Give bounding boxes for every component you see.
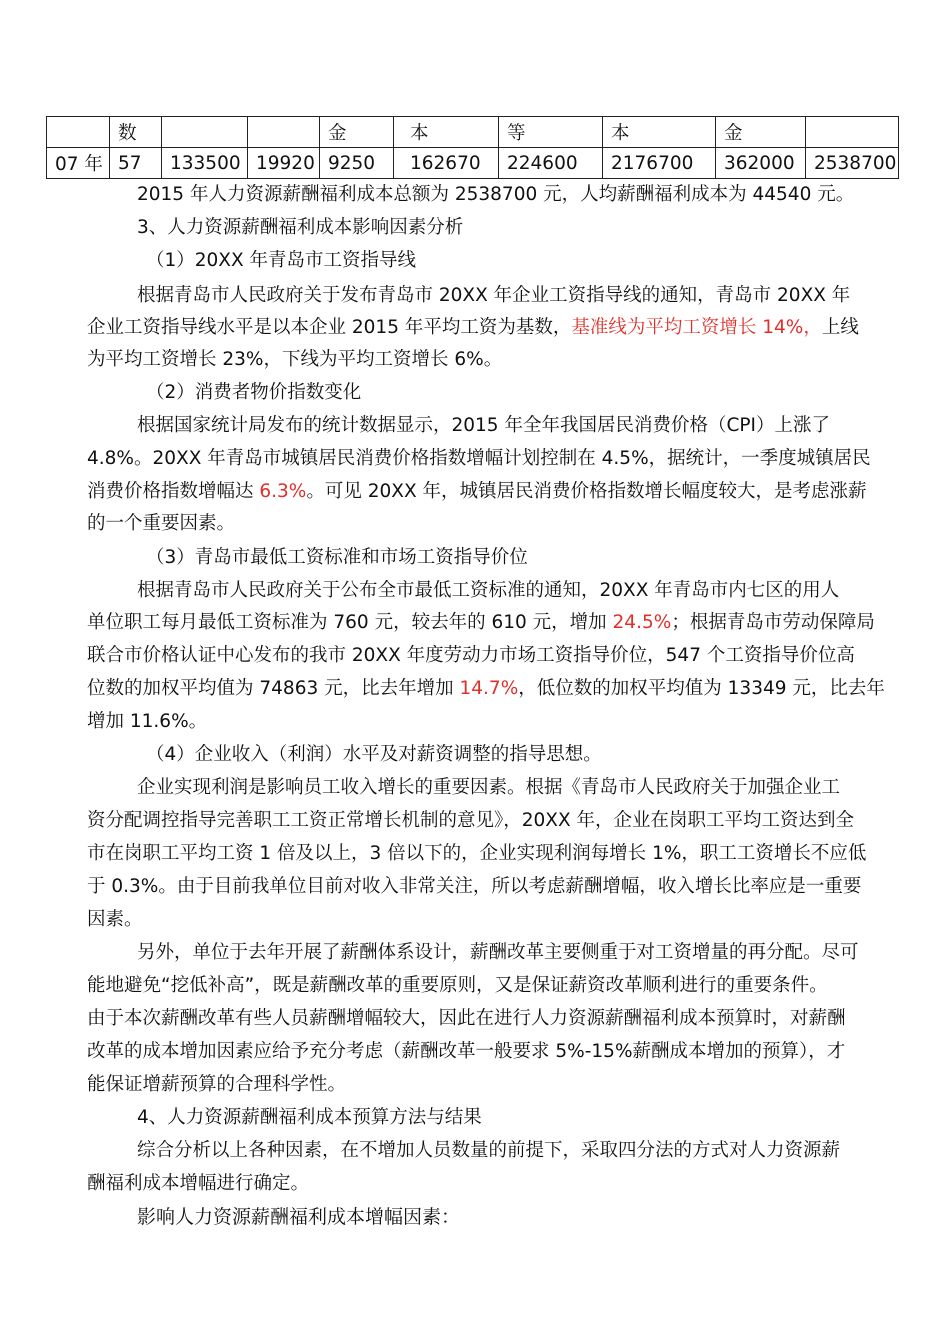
paragraph-line: 因素。: [87, 909, 143, 930]
paragraph-line: 企业实现利润是影响员工收入增长的重要因素。根据《青岛市人民政府关于加强企业工: [137, 777, 841, 798]
paragraph-line: 酬福利成本增幅进行确定。: [87, 1173, 310, 1194]
text-span: 企业工资指导线水平是以本企业 2015 年平均工资为基数，: [87, 317, 572, 338]
text-span: 上线: [821, 317, 859, 338]
paragraph-line: 联合市价格认证中心发布的我市 20XX 年度劳动力市场工资指导价位，547 个工资指导价位高: [87, 645, 855, 666]
paragraph-line: 根据青岛市人民政府关于公布全市最低工资标准的通知，20XX 年青岛市内七区的用人: [137, 580, 840, 601]
table-cell: [47, 117, 110, 148]
table-cell: 162670: [394, 148, 499, 179]
highlight-text: 24.5%: [612, 612, 672, 633]
paragraph-line: 由于本次薪酬改革有些人员薪酬增幅较大，因此在进行人力资源薪酬福利成本预算时，对薪酬: [87, 1008, 846, 1029]
paragraph-line: 4.8%。20XX 年青岛市城镇居民消费价格指数增幅计划控制在 4.5%，据统计，一季度城镇居民: [87, 448, 871, 469]
subsection-heading: （3）青岛市最低工资标准和市场工资指导价位: [146, 547, 528, 568]
table-cell: 数: [110, 117, 162, 148]
highlight-text: 14.7%: [459, 678, 519, 699]
paragraph-line: 为平均工资增长 23%，下线为平均工资增长 6%。: [87, 349, 503, 370]
table-cell: 07 年: [47, 148, 110, 179]
table-cell: 本: [603, 117, 716, 148]
paragraph-line: 能保证增薪预算的合理科学性。: [87, 1074, 347, 1095]
table-cell: 本: [394, 117, 499, 148]
highlight-text: 基准线为平均工资增长 14%，: [571, 317, 822, 338]
text-span: ，低位数的加权平均值为 13349 元，比去年: [518, 678, 885, 699]
section-heading: 3、人力资源薪酬福利成本影响因素分析: [137, 217, 464, 238]
table-cell: [162, 117, 248, 148]
text-span: 消费价格指数增幅达: [87, 481, 260, 502]
table-cell: [806, 117, 899, 148]
paragraph-line: 改革的成本增加因素应给予充分考虑（薪酬改革一般要求 5%-15%薪酬成本增加的预算），才: [87, 1041, 846, 1062]
factors-heading: 影响人力资源薪酬福利成本增幅因素：: [137, 1206, 461, 1228]
subsection-heading: （4）企业收入（利润）水平及对薪资调整的指导思想。: [146, 744, 602, 765]
paragraph-line: 另外，单位于去年开展了薪酬体系设计，薪酬改革主要侧重于对工资增量的再分配。尽可: [137, 942, 859, 963]
subsection-heading: （2）消费者物价指数变化: [146, 382, 362, 403]
highlight-text: 6.3%: [259, 481, 307, 502]
paragraph-line: 根据青岛市人民政府关于发布青岛市 20XX 年企业工资指导线的通知，青岛市 20XX 年: [137, 285, 851, 306]
cost-table: [46, 116, 899, 179]
text-span: 位数的加权平均值为 74863 元，比去年增加: [87, 678, 460, 699]
table-cell: 金: [320, 117, 394, 148]
table-header-row: [47, 117, 899, 148]
paragraph-line: 根据国家统计局发布的统计数据显示，2015 年全年我国居民消费价格（CPI）上涨了: [137, 415, 830, 436]
paragraph-line: [87, 475, 867, 508]
table-cell: 133500: [162, 148, 248, 179]
paragraph-line: 增加 11.6%。: [87, 711, 208, 732]
table-cell: [248, 117, 320, 148]
paragraph-line: 于 0.3%。由于目前我单位目前对收入非常关注，所以考虑薪酬增幅，收入增长比率应是一重要: [87, 876, 862, 897]
subsection-heading: （1）20XX 年青岛市工资指导线: [146, 250, 417, 271]
table-cell: 9250: [320, 148, 394, 179]
table-cell: 金: [716, 117, 806, 148]
text-span: 。可见 20XX 年，城镇居民消费价格指数增长幅度较大，是考虑涨薪: [306, 481, 867, 502]
table-cell: 等: [499, 117, 603, 148]
text-span: 单位职工每月最低工资标准为 760 元，较去年的 610 元，增加: [87, 612, 613, 633]
paragraph-line: 能地避免“挖低补高”，既是薪酬改革的重要原则，又是保证薪资改革顺利进行的重要条件。: [87, 975, 828, 996]
paragraph-line: 市在岗职工平均工资 1 倍及以上，3 倍以下的，企业实现利润每增长 1%，职工工资增长不应低: [87, 843, 867, 864]
paragraph-line: 综合分析以上各种因素，在不增加人员数量的前提下，采取四分法的方式对人力资源薪: [137, 1140, 841, 1161]
table-cell: 2538700: [806, 148, 899, 179]
paragraph-line: [87, 311, 859, 344]
table-cell: 362000: [716, 148, 806, 179]
table-cell: 57: [110, 148, 162, 179]
section-heading: 4、人力资源薪酬福利成本预算方法与结果: [137, 1107, 482, 1128]
table-cell: 19920: [248, 148, 320, 179]
paragraph-line: 资分配调控指导完善职工工资正常增长机制的意见》，20XX 年，企业在岗职工平均工资达到全: [87, 810, 855, 831]
paragraph-line: 的一个重要因素。: [87, 513, 236, 534]
paragraph-line: [87, 606, 875, 639]
summary-text: 2015 年人力资源薪酬福利成本总额为 2538700 元，人均薪酬福利成本为 44540 元。: [137, 184, 855, 205]
paragraph-line: [87, 672, 885, 705]
text-span: ；根据青岛市劳动保障局: [671, 612, 875, 633]
table-row: [47, 148, 899, 179]
table-cell: 224600: [499, 148, 603, 179]
table-cell: 2176700: [603, 148, 716, 179]
